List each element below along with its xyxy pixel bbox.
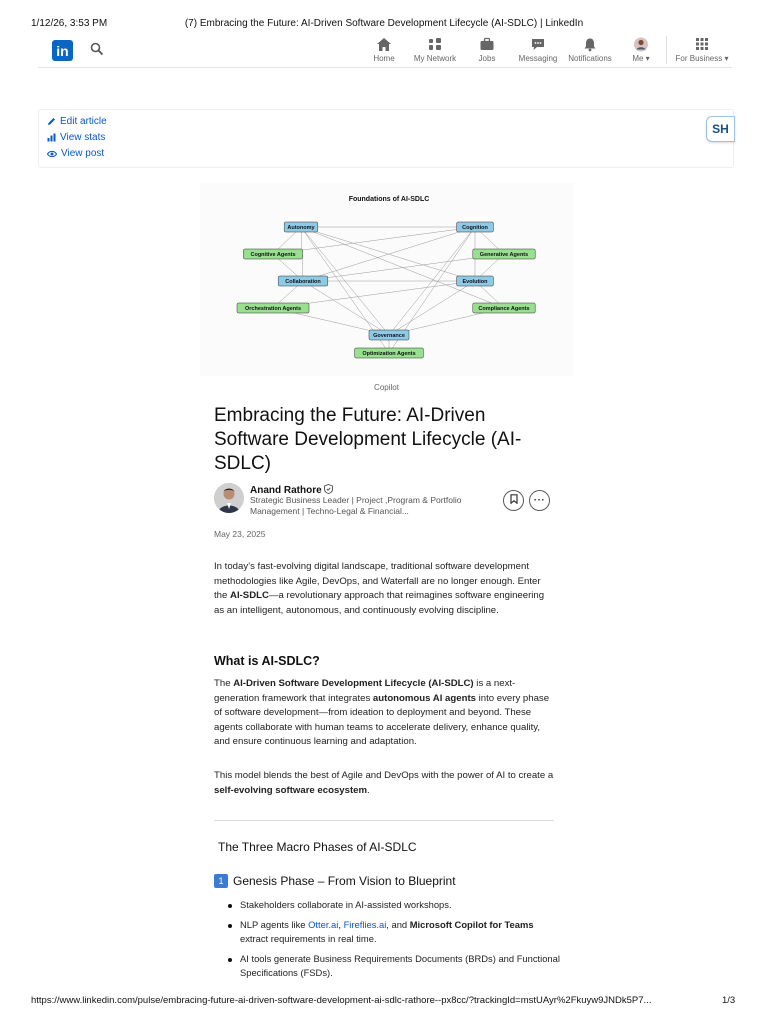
save-article-button[interactable] bbox=[503, 490, 524, 511]
diagram-edge bbox=[303, 281, 389, 335]
print-datetime: 1/12/26, 3:53 PM bbox=[31, 18, 108, 29]
sh-extension-badge[interactable]: SH bbox=[706, 116, 735, 142]
nav-home-label: Home bbox=[373, 54, 395, 63]
diagram-node-label: Governance bbox=[373, 333, 405, 339]
nav-notifications-label: Notifications bbox=[568, 54, 612, 63]
verified-shield-icon bbox=[324, 484, 333, 494]
bullet-text: extract requirements in real time. bbox=[240, 933, 377, 944]
nav-for-business[interactable] bbox=[670, 37, 734, 63]
what-text-2: is a next-generation framework that integrates bbox=[214, 678, 516, 704]
diagram-title: Foundations of AI-SDLC bbox=[348, 196, 430, 203]
bullet-bold: Microsoft Copilot for Teams bbox=[409, 919, 534, 930]
nav-jobs-label: Jobs bbox=[478, 54, 496, 63]
view-stats-label: View stats bbox=[60, 132, 106, 143]
blend-bold: self-evolving software ecosystem bbox=[214, 784, 368, 796]
what-bold-1: AI-Driven Software Development Lifecycle (AI-SDLC) bbox=[233, 678, 474, 689]
nav-home[interactable] bbox=[356, 37, 412, 63]
network-icon bbox=[427, 37, 443, 52]
list-item bbox=[224, 918, 564, 946]
nav-notifications[interactable] bbox=[562, 37, 618, 63]
nav-messaging[interactable] bbox=[510, 37, 566, 63]
briefcase-icon bbox=[479, 37, 495, 52]
number-one-icon: 1 bbox=[214, 874, 228, 888]
diagram-node-label: Cognitive Agents bbox=[250, 252, 296, 258]
section-divider bbox=[214, 820, 554, 821]
diagram-edge bbox=[301, 227, 504, 308]
foundations-diagram-svg bbox=[200, 183, 573, 376]
diagram-node-label: Cognition bbox=[462, 225, 488, 231]
edit-article-link[interactable] bbox=[47, 116, 107, 127]
ellipsis-icon: ··· bbox=[533, 495, 546, 506]
diagram-node-optimization-agents bbox=[355, 348, 424, 358]
bar-chart-icon bbox=[47, 133, 56, 142]
nav-me[interactable] bbox=[613, 37, 669, 63]
genesis-phase-heading bbox=[214, 874, 456, 888]
article-actions-bar bbox=[38, 109, 734, 168]
diagram-node-governance bbox=[369, 330, 409, 340]
diagram-node-orchestration-agents bbox=[237, 303, 309, 313]
diagram-node-cognition bbox=[457, 222, 494, 232]
diagram-nodes bbox=[237, 222, 535, 358]
nav-my-network[interactable] bbox=[407, 37, 463, 63]
diagram-node-label: Generative Agents bbox=[479, 252, 529, 258]
diagram-node-label: Evolution bbox=[462, 279, 488, 285]
diagram-node-label: Autonomy bbox=[287, 225, 315, 231]
diagram-node-autonomy bbox=[284, 222, 318, 232]
message-icon bbox=[530, 37, 546, 52]
print-footer-url: https://www.linkedin.com/pulse/embracing-future-ai-driven-software-development-ai-sdlc-rathore--px8cc/?trackingId=mstUAyr%2Fkuyw9JNDk5P7... bbox=[31, 995, 652, 1006]
article-cover-diagram bbox=[200, 183, 573, 376]
blend-text-2: . bbox=[367, 784, 370, 796]
what-paragraph bbox=[214, 677, 554, 750]
eye-icon bbox=[47, 150, 57, 158]
avatar-icon bbox=[633, 37, 649, 52]
section-heading-what: What is AI-SDLC? bbox=[214, 654, 320, 668]
nav-for-business-label: For Business bbox=[675, 54, 723, 63]
author-name: Anand Rathore bbox=[250, 485, 322, 496]
blend-paragraph bbox=[214, 769, 554, 798]
nav-jobs[interactable] bbox=[459, 37, 515, 63]
what-text-1: The bbox=[214, 678, 234, 689]
diagram-node-cognitive-agents bbox=[243, 249, 302, 259]
list-item: AI tools generate Business Requirements Documents (BRDs) and Functional Specifications (FSDs). bbox=[224, 952, 564, 980]
nav-messaging-label: Messaging bbox=[518, 54, 558, 63]
nav-my-network-label: My Network bbox=[413, 54, 457, 63]
diagram-edge bbox=[389, 281, 475, 335]
list-item: Stakeholders collaborate in AI-assisted workshops. bbox=[224, 898, 564, 912]
intro-paragraph bbox=[214, 560, 554, 618]
blend-text-1: This model blends the best of Agile and DevOps with the power of AI to create a bbox=[214, 770, 554, 781]
article-title: Embracing the Future: AI-Driven Software Development Lifecycle (AI-SDLC) bbox=[214, 405, 522, 474]
diagram-node-label: Orchestration Agents bbox=[244, 306, 302, 312]
bullet-text: NLP agents like bbox=[240, 919, 309, 930]
more-options-button[interactable] bbox=[529, 490, 550, 511]
bookmark-icon bbox=[510, 494, 518, 504]
otter-ai-link[interactable]: Otter.ai bbox=[308, 919, 339, 930]
author-headline: Strategic Business Leader | Project ,Program & Portfolio Management | Techno-Legal & Financial... bbox=[250, 495, 462, 516]
chevron-down-icon: ▾ bbox=[643, 54, 650, 63]
pencil-icon bbox=[47, 117, 56, 126]
author-avatar[interactable] bbox=[214, 483, 244, 513]
intro-text-2: —a revolutionary approach that reimagines software engineering as an intelligent, autonomous, and continuously evolving discipline. bbox=[214, 590, 545, 616]
home-icon bbox=[376, 37, 392, 52]
diagram-node-compliance-agents bbox=[473, 303, 535, 313]
print-footer-page: 1/3 bbox=[722, 995, 736, 1006]
publish-date: May 23, 2025 bbox=[214, 529, 266, 539]
print-page-title: (7) Embracing the Future: AI-Driven Software Development Lifecycle (AI-SDLC) | LinkedIn bbox=[184, 18, 584, 29]
what-bold-2: autonomous AI agents bbox=[372, 692, 476, 704]
intro-bold: AI-SDLC bbox=[230, 590, 269, 602]
top-navigation bbox=[38, 34, 732, 68]
bullet-text: , bbox=[338, 919, 344, 930]
grid-icon bbox=[694, 37, 710, 52]
section-heading-phases: The Three Macro Phases of AI-SDLC bbox=[218, 840, 417, 854]
search-icon[interactable] bbox=[90, 42, 104, 61]
diagram-node-collaboration bbox=[278, 276, 328, 286]
what-text-3: into every phase of software development—from ideation to deployment and beyond. These agents collaborate with human teams to accelerate delivery, enhance quality, and ensure continuous learning and adaptation. bbox=[214, 692, 550, 748]
bullet-text: , and bbox=[386, 919, 410, 930]
chevron-down-icon: ▾ bbox=[722, 54, 729, 63]
nav-me-label: Me bbox=[632, 54, 644, 63]
edit-article-label: Edit article bbox=[60, 116, 107, 127]
view-post-label: View post bbox=[61, 148, 105, 159]
image-caption: Copilot bbox=[374, 383, 399, 392]
nav-divider bbox=[666, 36, 667, 64]
intro-text-1: In today’s fast-evolving digital landscape, traditional software development methodologies like Agile, DevOps, and Waterfall are no longer enough. Enter the bbox=[214, 561, 541, 602]
linkedin-logo[interactable]: in bbox=[52, 40, 73, 61]
diagram-node-label: Collaboration bbox=[285, 279, 321, 285]
bell-icon bbox=[582, 37, 598, 52]
genesis-heading-text: Genesis Phase – From Vision to Blueprint bbox=[233, 874, 456, 888]
genesis-bullet-list bbox=[224, 898, 564, 986]
diagram-node-generative-agents bbox=[473, 249, 535, 259]
view-stats-link[interactable] bbox=[47, 132, 105, 143]
diagram-node-label: Optimization Agents bbox=[362, 351, 416, 357]
diagram-node-label: Compliance Agents bbox=[478, 306, 530, 312]
view-post-link[interactable] bbox=[47, 148, 104, 159]
diagram-node-evolution bbox=[457, 276, 494, 286]
fireflies-ai-link[interactable]: Fireflies.ai bbox=[343, 919, 387, 930]
